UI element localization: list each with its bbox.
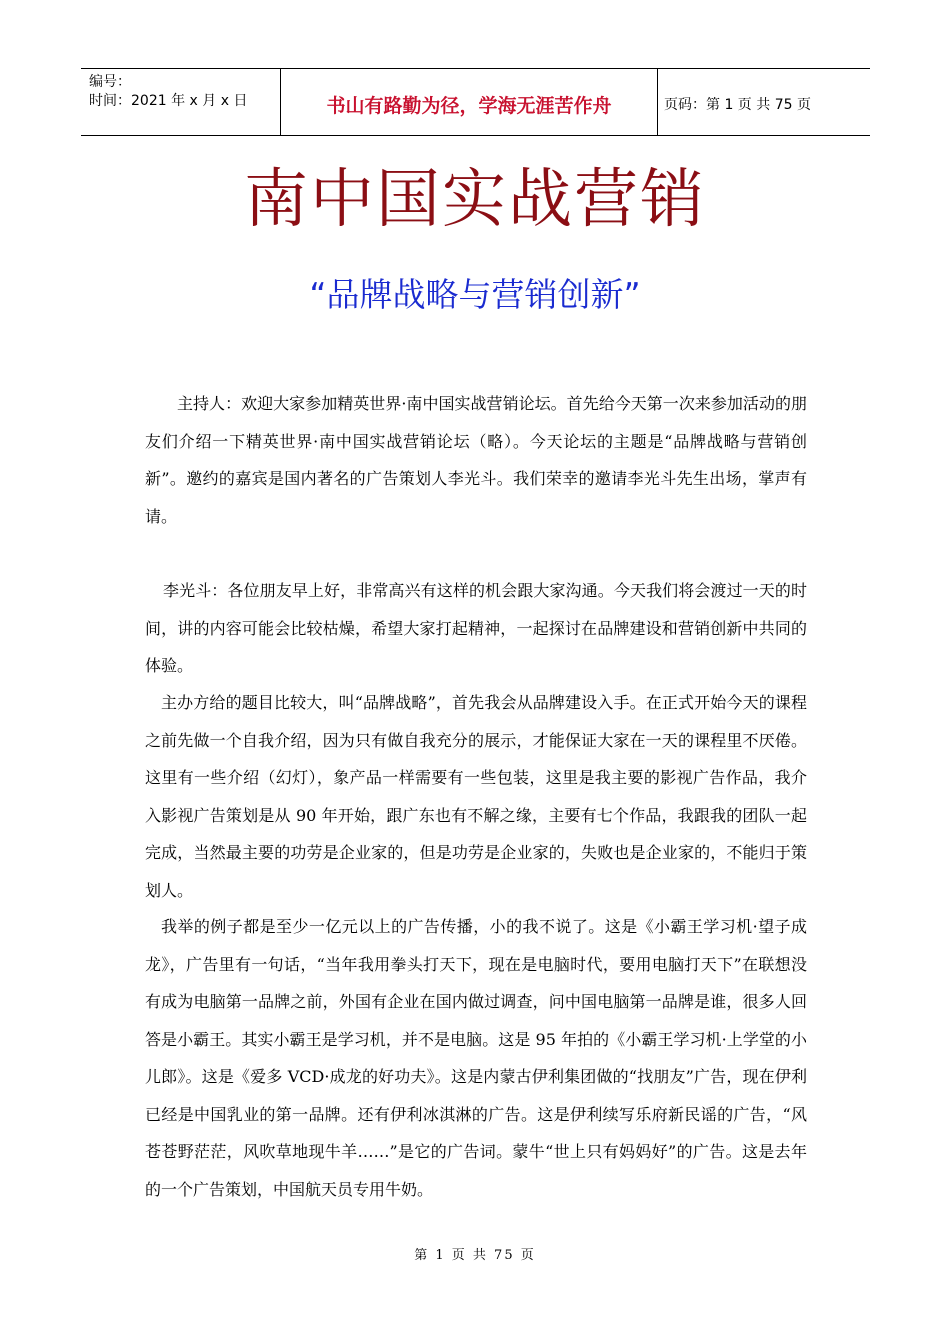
header-page-info: 页码：第 1 页 共 75 页: [664, 97, 811, 113]
header-motto: 书山有路勤为径，学海无涯苦作舟: [281, 69, 658, 135]
document-header: [81, 68, 870, 136]
paragraph-speaker-greeting: [145, 572, 807, 685]
paragraph-host-intro: [145, 385, 807, 535]
paragraph: 李光斗：各位朋友早上好，非常高兴有这样的机会跟大家沟通。今天我们将会渡过一天的时间，讲的内容可能会比较枯燥，希望大家打起精神，一起探讨在品牌建设和营销创新中共同的体验。: [145, 581, 807, 675]
paragraph: 主办方给的题目比较大，叫“品牌战略”，首先我会从品牌建设入手。在正式开始今天的课程之前先做一个自我介绍，因为只有做自我充分的展示，才能保证大家在一天的课程里不厌倦。这里有一些介绍（幻灯），象产品一样需要有一些包装，这里是我主要的影视广告作品，我介入影视广告策划是从 90 年开始，跟广东也有不解之缘，主要有七个作品，我跟我的团队一起完成，当然最主要的功劳是企业家的，但是功劳是企业家的，失败也是企业家的，不能归于策划人。: [145, 693, 807, 900]
page-title: 南中国实战营销: [244, 163, 706, 237]
paragraph: 我举的例子都是至少一亿元以上的广告传播，小的我不说了。这是《小霸王学习机·望子成龙》，广告里有一句话，“当年我用拳头打天下，现在是电脑时代，要用电脑打天下”在联想没有成为电脑第一品牌之前，外国有企业在国内做过调查，问中国电脑第一品牌是谁，很多人回答是小霸王。其实小霸王是学习机，并不是电脑。这是 95 年拍的《小霸王学习机·上学堂的小儿郎》。这是《爱多 VCD·成龙的好功夫》。这是内蒙古伊利集团做的“找朋友”广告，现在伊利已经是中国乳业的第一品牌。还有伊利冰淇淋的广告。这是伊利续写乐府新民谣的广告，“风苍苍野茫茫，风吹草地现牛羊……”是它的广告词。蒙牛“世上只有妈妈好”的广告。这是去年的一个广告策划，中国航天员专用牛奶。: [145, 917, 807, 1199]
document-date: 时间：2021 年 x 月 x 日: [89, 93, 248, 109]
document-number: 编号：: [89, 74, 131, 90]
page-footer: 第 1 页 共 75 页: [414, 1248, 536, 1263]
paragraph: 主持人：欢迎大家参加精英世界·南中国实战营销论坛。首先给今天第一次来参加活动的朋友们介绍一下精英世界·南中国实战营销论坛（略）。今天论坛的主题是“品牌战略与营销创新”。邀约的嘉宾是国内著名的广告策划人李光斗。我们荣幸的邀请李光斗先生出场，掌声有请。: [145, 394, 807, 526]
header-meta: [81, 69, 281, 135]
paragraph-self-intro: [145, 684, 807, 909]
page-subtitle: “品牌战略与营销创新”: [309, 275, 641, 314]
paragraph-examples: [145, 908, 807, 1208]
